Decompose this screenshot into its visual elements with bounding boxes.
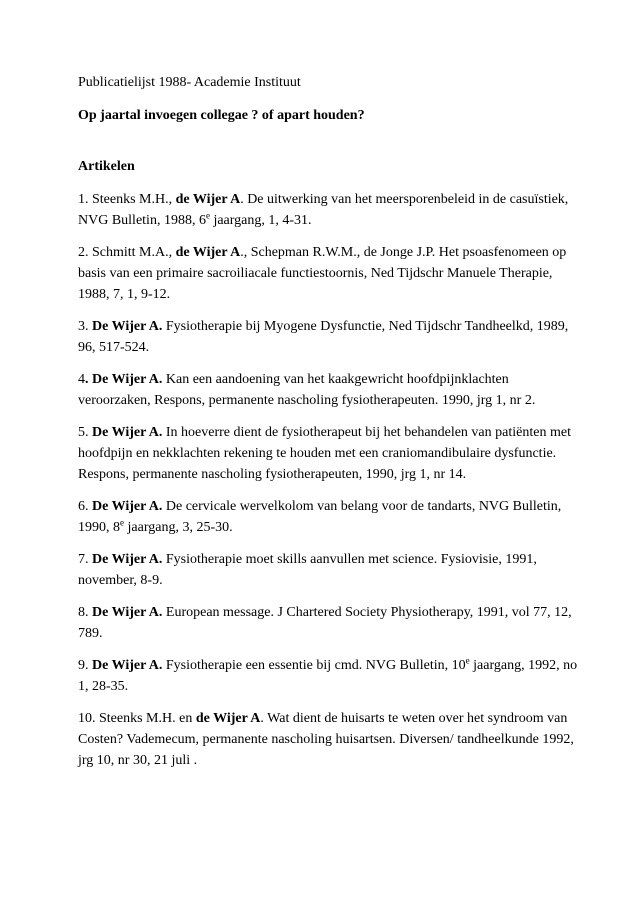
article-number: 1. bbox=[78, 192, 92, 207]
article-author-highlight: . De Wijer A. bbox=[85, 372, 163, 387]
section-heading-articles: Artikelen bbox=[78, 159, 135, 174]
article-entry bbox=[78, 708, 578, 771]
document-title: Publicatielijst 1988- Academie Instituut bbox=[78, 75, 301, 90]
article-text: Fysiotherapie bij Myogene Dysfunctie, Ned Tijdschr Tandheelkd, 1989, 96, 517-524. bbox=[78, 319, 569, 355]
article-number: 6. bbox=[78, 499, 92, 514]
article-entry bbox=[78, 496, 578, 538]
article-author-highlight: De Wijer A. bbox=[92, 658, 163, 673]
article-entry bbox=[78, 369, 578, 411]
article-author-highlight: De Wijer A. bbox=[92, 552, 163, 567]
article-text: Schmitt M.A., bbox=[92, 245, 176, 260]
article-list bbox=[78, 189, 578, 771]
article-number: 8. bbox=[78, 605, 92, 620]
article-author-highlight: De Wijer A. bbox=[92, 499, 163, 514]
article-number: 4 bbox=[78, 372, 85, 387]
article-author-highlight: de Wijer A bbox=[195, 711, 261, 726]
article-author-highlight: de Wijer A bbox=[175, 192, 241, 207]
article-number: 5. bbox=[78, 425, 92, 440]
article-text: Fysiotherapie een essentie bij cmd. NVG Bulletin, 10 bbox=[162, 658, 466, 673]
article-text: De cervicale wervelkolom van belang voor de tandarts, NVG Bulletin, 1990, 8 bbox=[78, 499, 562, 535]
article-number: 9. bbox=[78, 658, 92, 673]
article-number: 10. bbox=[78, 711, 99, 726]
article-number: 7. bbox=[78, 552, 92, 567]
article-entry bbox=[78, 602, 578, 644]
article-text: jaargang, 3, 25-30. bbox=[124, 520, 233, 535]
article-entry bbox=[78, 655, 578, 697]
article-number: 3. bbox=[78, 319, 92, 334]
article-entry bbox=[78, 189, 578, 231]
article-author-highlight: de Wijer A bbox=[175, 245, 241, 260]
article-entry bbox=[78, 422, 578, 485]
article-text: . De uitwerking van het meersporenbeleid in de casuïstiek, NVG Bulletin, 1988, 6 bbox=[78, 192, 569, 228]
article-text: ., Schepman R.W.M., de Jonge J.P. Het psoasfenomeen op basis van een primaire sacroiliacale functiestoornis, Ned Tijdschr Manuele Therapie, 1988, 7, 1, 9-12. bbox=[78, 245, 567, 302]
article-entry bbox=[78, 549, 578, 591]
article-number: 2. bbox=[78, 245, 92, 260]
article-entry bbox=[78, 242, 578, 305]
article-entry bbox=[78, 316, 578, 358]
article-text: Fysiotherapie moet skills aanvullen met science. Fysiovisie, 1991, november, 8-9. bbox=[78, 552, 537, 588]
ordinal-superscript: e bbox=[120, 517, 124, 528]
article-text: jaargang, 1992, no 1, 28-35. bbox=[78, 658, 578, 694]
article-text: . Wat dient de huisarts te weten over het syndroom van Costen? Vademecum, permanente nascholing huisartsen. Diversen/ tandheelkunde 1992, jrg 10, nr 30, 21 juli . bbox=[78, 711, 574, 768]
ordinal-superscript: e bbox=[465, 655, 470, 666]
article-text: jaargang, 1, 4-31. bbox=[209, 213, 312, 228]
article-text: In hoeverre dient de fysiotherapeut bij het behandelen van patiënten met hoofdpijn en nekklachten rekening te houden met een craniomandibulaire dysfunctie. Respons, permanente nascholing fysiotherapeuten, 1990, jrg 1, nr 14. bbox=[78, 425, 571, 482]
ordinal-superscript: e bbox=[205, 210, 210, 221]
document-page bbox=[78, 72, 578, 782]
article-text: European message. J Chartered Society Physiotherapy, 1991, vol 77, 12, 789. bbox=[78, 605, 572, 641]
article-author-highlight: De Wijer A. bbox=[92, 605, 163, 620]
article-author-highlight: De Wijer A. bbox=[92, 425, 163, 440]
article-author-highlight: De Wijer A. bbox=[92, 319, 163, 334]
article-text: Steenks M.H. en bbox=[99, 711, 196, 726]
document-question: Op jaartal invoegen collegae ? of apart houden? bbox=[78, 108, 365, 123]
article-text: Kan een aandoening van het kaakgewricht hoofdpijnklachten veroorzaken, Respons, permanente nascholing fysiotherapeuten. 1990, jrg 1, nr 2. bbox=[78, 372, 536, 408]
article-text: Steenks M.H., bbox=[92, 192, 176, 207]
